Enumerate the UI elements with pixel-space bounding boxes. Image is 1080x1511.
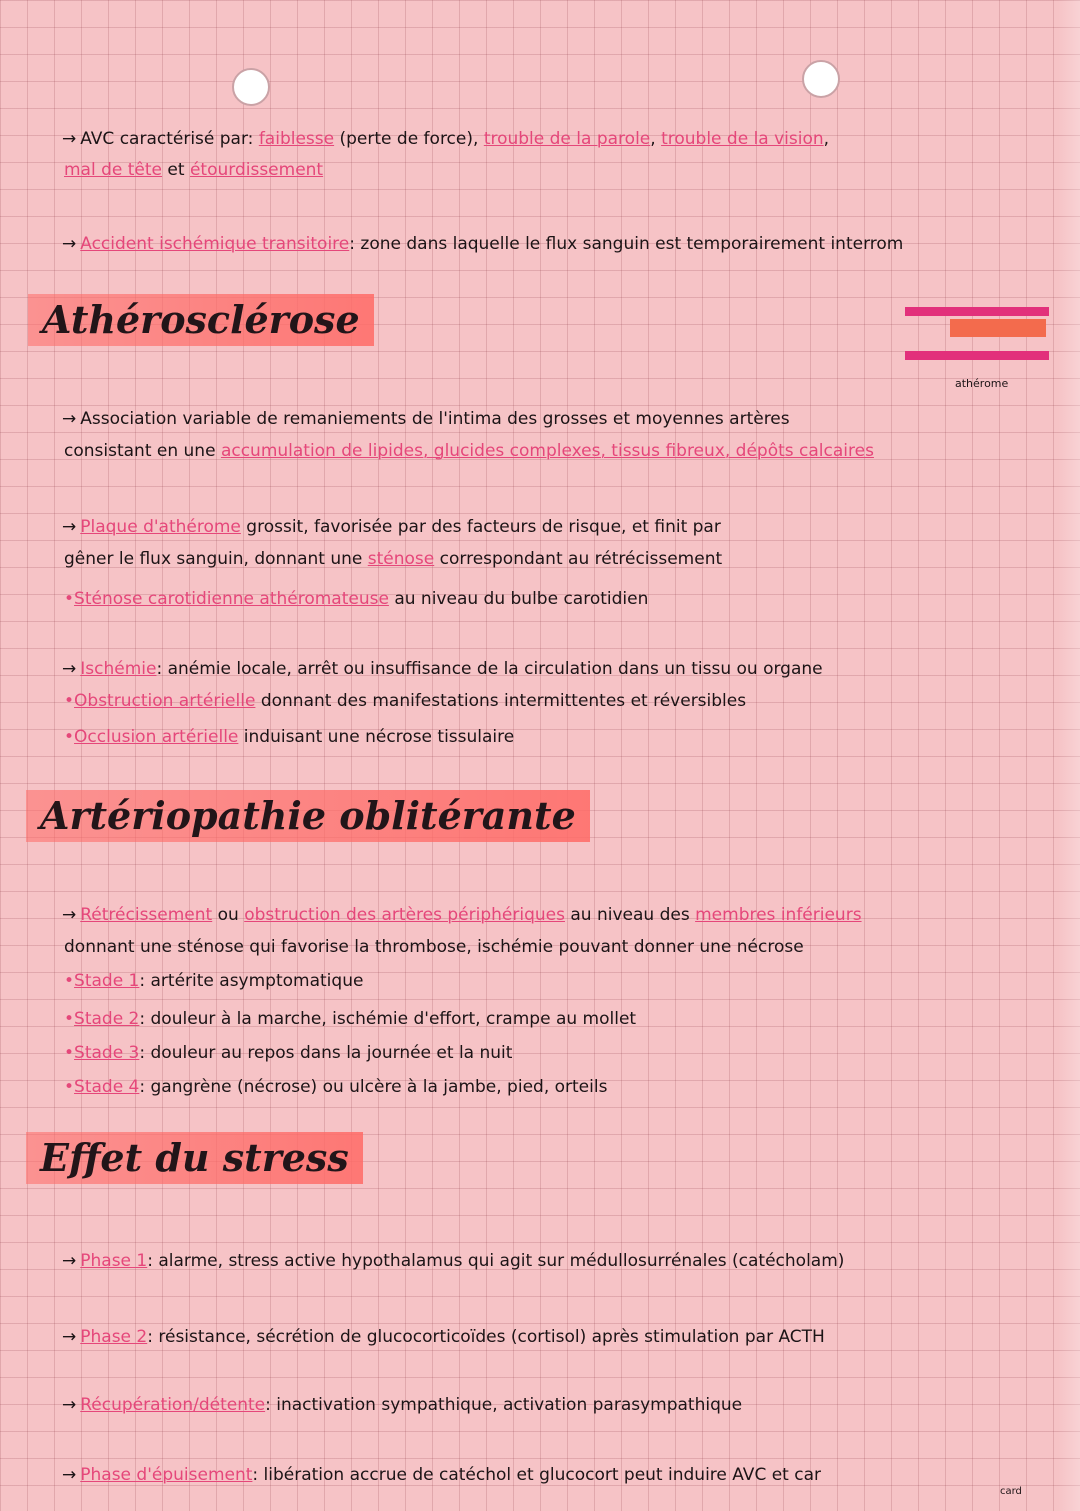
phase-2 xyxy=(62,1326,1062,1348)
arrow-icon: → xyxy=(62,1395,77,1415)
plaque-text-3: correspondant au rétrécissement xyxy=(439,549,723,569)
obstruction-term: Obstruction artérielle xyxy=(74,691,256,711)
avc-intro: AVC caractérisé par: xyxy=(80,129,254,149)
s1-p2-line-1 xyxy=(62,516,1062,538)
section-title-atherosclerose: Athérosclérose xyxy=(28,294,374,346)
recuperation xyxy=(62,1394,1062,1416)
s1-p1-accumulation: accumulation de lipides, glucides complexes, tissus fibreux, dépôts calcaires xyxy=(220,441,874,461)
artery-wall-bottom xyxy=(905,351,1049,360)
epuisement-overflow: card xyxy=(1000,1486,1022,1497)
stade-2 xyxy=(64,1008,1062,1030)
atheroma-plaque xyxy=(950,319,1046,337)
section-title-arteriopathie: Artériopathie oblitérante xyxy=(26,790,590,842)
stade-2-label: Stade 2 xyxy=(74,1009,140,1029)
stade-3 xyxy=(64,1042,1062,1064)
phase-2-text: : résistance, sécrétion de glucocorticoïdes (cortisol) après stimulation par ACTH xyxy=(147,1327,825,1347)
s2-text: donnant une sténose qui favorise la thrombose, ischémie pouvant donner une nécrose xyxy=(64,937,804,957)
arrow-icon: → xyxy=(62,234,77,254)
s1-p3-line-1 xyxy=(62,658,1062,680)
s2-location: au niveau des xyxy=(570,905,690,925)
s1-p3-bullet-2 xyxy=(64,726,1062,748)
avc-line-1 xyxy=(62,128,1062,150)
bullet-icon: • xyxy=(64,589,75,609)
epuisement xyxy=(62,1464,1062,1486)
s2-line-1 xyxy=(62,904,1062,926)
arrow-icon: → xyxy=(62,1327,77,1347)
s2-line-2 xyxy=(64,936,1062,958)
s2-or: ou xyxy=(217,905,239,925)
arrow-icon: → xyxy=(62,905,77,925)
s1-p1-text: Association variable de remaniements de l'intima des grosses et moyennes artères xyxy=(80,409,790,429)
phase-1 xyxy=(62,1250,1062,1272)
stenose-term: sténose xyxy=(367,549,435,569)
plaque-term: Plaque d'athérome xyxy=(80,517,241,537)
s1-p1-line-1 xyxy=(62,408,1062,430)
stade-1-text: : artérite asymptomatique xyxy=(139,971,364,991)
arrow-icon: → xyxy=(62,517,77,537)
ischemie-definition: : anémie locale, arrêt ou insuffisance de la circulation dans un tissu ou organe xyxy=(156,659,823,679)
bullet-icon: • xyxy=(64,1077,75,1097)
s1-p3-bullet-1 xyxy=(64,690,1062,712)
paper-edge xyxy=(1058,0,1080,1511)
artery-diagram xyxy=(905,303,1051,393)
stade-1 xyxy=(64,970,1062,992)
bullet-icon: • xyxy=(64,727,75,747)
arrow-icon: → xyxy=(62,1251,77,1271)
stade-3-text: : douleur au repos dans la journée et la nuit xyxy=(139,1043,513,1063)
occlusion-term: Occlusion artérielle xyxy=(74,727,239,747)
phase-1-label: Phase 1 xyxy=(80,1251,148,1271)
occlusion-text: induisant une nécrose tissulaire xyxy=(243,727,515,747)
stade-4-text: : gangrène (nécrose) ou ulcère à la jambe, pied, orteils xyxy=(139,1077,608,1097)
stade-1-label: Stade 1 xyxy=(74,971,140,991)
ait-line xyxy=(62,233,1062,255)
plaque-text: grossit, favorisée par des facteurs de risque, et finit par xyxy=(246,517,721,537)
avc-conjunction: et xyxy=(167,160,185,180)
binder-hole-left xyxy=(232,68,270,106)
phase-1-text: : alarme, stress active hypothalamus qui agit sur médullosurrénales (catécholam) xyxy=(147,1251,845,1271)
avc-separator: , xyxy=(650,129,656,149)
plaque-text-2: gêner le flux sanguin, donnant une xyxy=(64,549,363,569)
bullet-icon: • xyxy=(64,691,75,711)
membres-inferieurs-term: membres inférieurs xyxy=(695,905,862,925)
avc-end-comma: , xyxy=(823,129,830,149)
retrecissement-term: Rétrécissement xyxy=(80,905,213,925)
bullet-icon: • xyxy=(64,971,75,991)
epuisement-label: Phase d'épuisement xyxy=(80,1465,253,1485)
bulbe-text: au niveau du bulbe carotidien xyxy=(394,589,649,609)
arrow-icon: → xyxy=(62,409,77,429)
stade-4-label: Stade 4 xyxy=(74,1077,140,1097)
stade-3-label: Stade 3 xyxy=(74,1043,140,1063)
ait-term: Accident ischémique transitoire xyxy=(80,234,350,254)
bullet-icon: • xyxy=(64,1043,75,1063)
arrow-icon: → xyxy=(62,1465,77,1485)
binder-hole-right xyxy=(802,60,840,98)
recuperation-text: : inactivation sympathique, activation parasympathique xyxy=(265,1395,743,1415)
avc-symptom-weakness-note: (perte de force), xyxy=(339,129,479,149)
arrow-icon: → xyxy=(62,659,77,679)
avc-symptom-weakness: faiblesse xyxy=(258,129,335,149)
phase-2-label: Phase 2 xyxy=(80,1327,148,1347)
bullet-icon: • xyxy=(64,1009,75,1029)
stade-2-text: : douleur à la marche, ischémie d'effort, crampe au mollet xyxy=(139,1009,637,1029)
artery-wall-top xyxy=(905,307,1049,316)
epuisement-text: : libération accrue de catéchol et glucocort peut induire AVC et car xyxy=(252,1465,821,1485)
s1-p2-line-2 xyxy=(64,548,1062,570)
arrow-icon: → xyxy=(62,129,77,149)
avc-symptom-headache: mal de tête xyxy=(64,160,163,180)
obstruction-arteres-term: obstruction des artères périphériques xyxy=(244,905,565,925)
s1-p1-line-2 xyxy=(64,440,1062,462)
stenose-carotidienne: Sténose carotidienne athéromateuse xyxy=(74,589,389,609)
avc-symptom-speech: trouble de la parole xyxy=(483,129,651,149)
ischemie-term: Ischémie xyxy=(80,659,157,679)
diagram-label: athérome xyxy=(955,377,1009,390)
avc-line-2 xyxy=(64,159,1062,181)
obstruction-text: donnant des manifestations intermittentes et réversibles xyxy=(260,691,747,711)
stade-4 xyxy=(64,1076,1062,1098)
recuperation-label: Récupération/détente xyxy=(80,1395,266,1415)
avc-symptom-dizziness: étourdissement xyxy=(189,160,324,180)
s1-p2-bullet xyxy=(64,588,1062,610)
section-title-stress: Effet du stress xyxy=(26,1132,363,1184)
ait-definition: : zone dans laquelle le flux sanguin est temporairement interrom xyxy=(349,234,904,254)
avc-symptom-vision: trouble de la vision xyxy=(661,129,824,149)
s1-p1-text-2: consistant en une xyxy=(64,441,216,461)
